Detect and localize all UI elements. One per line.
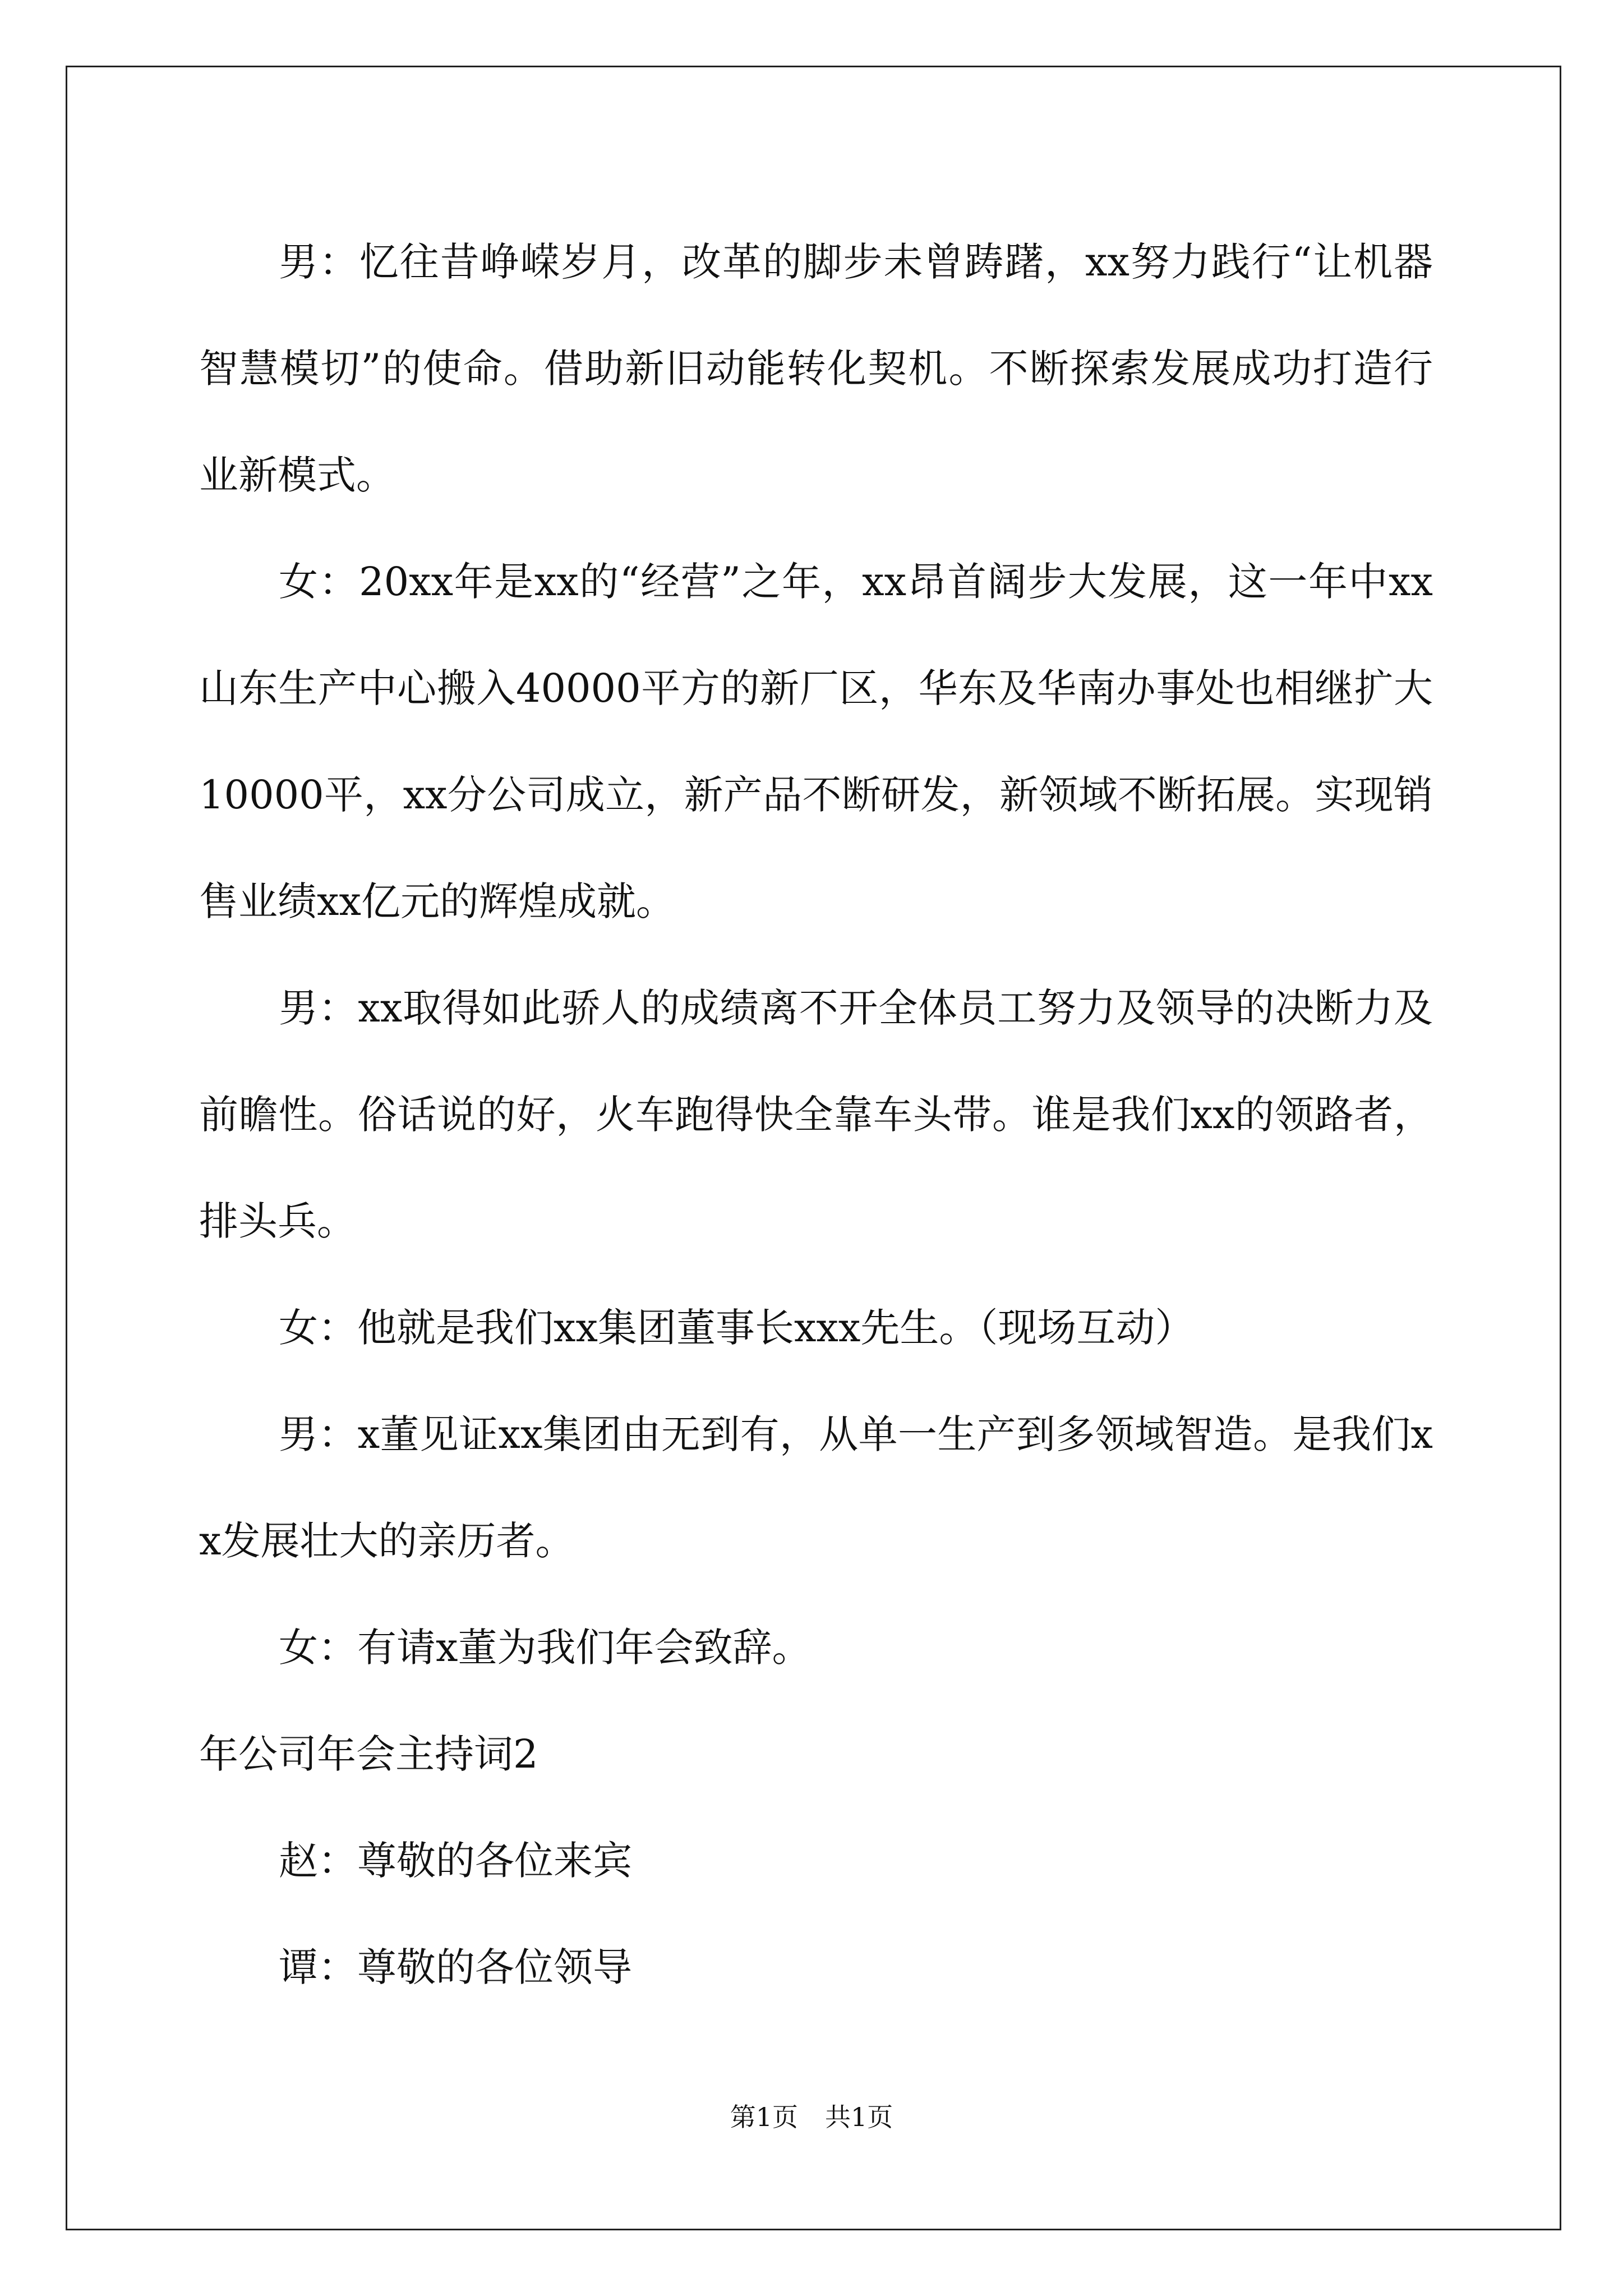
page-total: 共1页 bbox=[825, 2102, 893, 2132]
paragraph: 谭：尊敬的各位领导 bbox=[279, 1944, 632, 1990]
document-body bbox=[199, 209, 1433, 2021]
page-footer bbox=[0, 2097, 1623, 2134]
paragraph: 男：忆往昔峥嵘岁月，改革的脚步未曾踌躇，xx努力践行“让机器智慧模切”的使命。借助新旧动能转化契机。不断探索发展成功打造行业新模式。 bbox=[199, 239, 1433, 498]
paragraph: 赵：尊敬的各位来宾 bbox=[279, 1838, 632, 1884]
page-number: 第1页 bbox=[730, 2102, 798, 2132]
paragraph: 女：他就是我们xx集团董事长xxx先生。（现场互动） bbox=[279, 1305, 1195, 1351]
paragraph: 男：x董见证xx集团由无到有，从单一生产到多领域智造。是我们xx发展壮大的亲历者。 bbox=[199, 1411, 1433, 1564]
section-heading: 年公司年会主持词2 bbox=[199, 1731, 538, 1777]
paragraph: 女：有请x董为我们年会致辞。 bbox=[279, 1625, 811, 1671]
paragraph: 男：xx取得如此骄人的成绩离不开全体员工努力及领导的决断力及前瞻性。俗话说的好，火车跑得快全靠车头带。谁是我们xx的领路者，排头兵。 bbox=[199, 985, 1433, 1244]
paragraph: 女：20xx年是xx的“经营”之年，xx昂首阔步大发展，这一年中xx山东生产中心搬入40000平方的新厂区，华东及华南办事处也相继扩大10000平，xx分公司成立，新产品不断研发，新领域不断拓展。实现销售业绩xx亿元的辉煌成就。 bbox=[199, 559, 1433, 924]
